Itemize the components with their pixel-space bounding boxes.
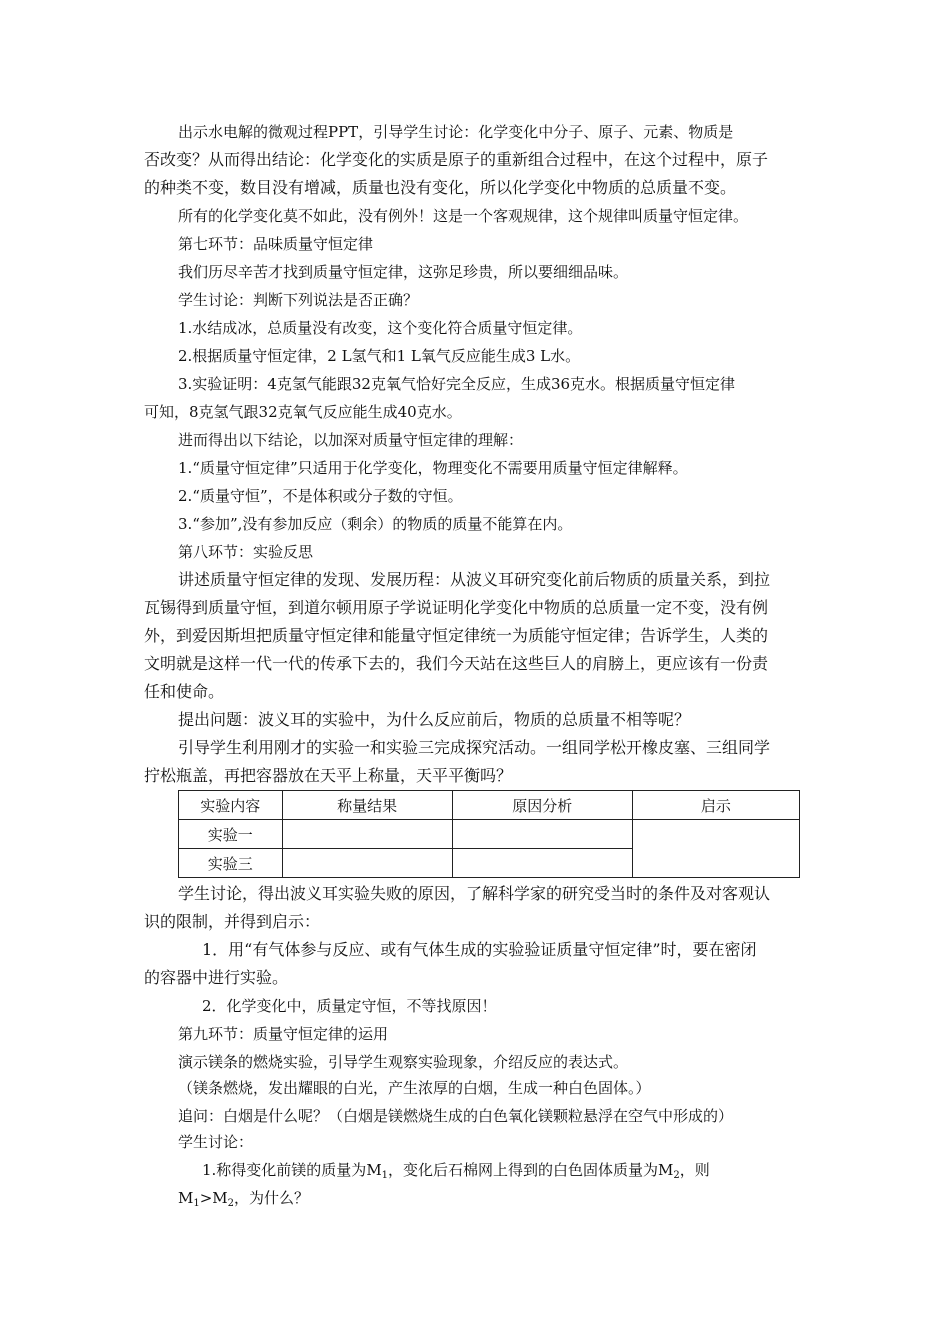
table-header-cell: 启示 (632, 791, 799, 820)
paragraph-line: 否改变？从而得出结论：化学变化的实质是原子的重新组合过程中，在这个过程中，原子 (144, 150, 769, 169)
table-row (179, 820, 800, 849)
paragraph-line: 进而得出以下结论，以加深对质量守恒定律的理解： (178, 431, 524, 449)
paragraph-line: 的种类不变，数目没有增减，质量也没有变化，所以化学变化中物质的总质量不变。 (144, 178, 737, 197)
paragraph-line: 演示镁条的燃烧实验，引导学生观察实验现象，介绍反应的表达式。 (178, 1053, 629, 1071)
list-item: 3.“参加”,没有参加反应（剩余）的物质的质量不能算在内。 (178, 515, 573, 533)
paragraph-line: （镁条燃烧，发出耀眼的白光，产生浓厚的白烟，生成一种白色固体。） (178, 1079, 651, 1097)
paragraph-line: 文明就是这样一代一代的传承下去的，我们今天站在这些巨人的肩膀上，更应该有一份责 (144, 654, 769, 673)
list-item: 2．化学变化中，质量定守恒，不等找原因！ (202, 997, 497, 1015)
list-item: 1.水结成冰，总质量没有改变，这个变化符合质量守恒定律。 (178, 319, 583, 337)
paragraph-line: 学生讨论：判断下列说法是否正确？ (178, 291, 419, 309)
list-item: 的容器中进行实验。 (144, 968, 289, 987)
section-heading: 第七环节：品味质量守恒定律 (178, 235, 374, 253)
subscript: 2 (673, 1170, 680, 1181)
paragraph-line: 外，到爱因斯坦把质量守恒定律和能量守恒定律统一为质能守恒定律；告诉学生，人类的 (144, 626, 769, 645)
list-item-mass-cont (178, 1188, 309, 1214)
paragraph-line: 提出问题：波义耳的实验中，为什么反应前后，物质的总质量不相等呢？ (178, 710, 691, 729)
paragraph-line: 我们历尽辛苦才找到质量守恒定律，这弥足珍贵，所以要细细品味。 (178, 263, 629, 281)
paragraph-line: 所有的化学变化莫不如此，没有例外！这是一个客观规律，这个规律叫质量守恒定律。 (178, 207, 749, 225)
table-header-cell: 称量结果 (282, 791, 452, 820)
paragraph-line: 引导学生利用刚才的实验一和实验三完成探究活动。一组同学松开橡皮塞、三组同学 (178, 738, 771, 757)
list-item-mass (202, 1160, 710, 1186)
list-item: 1．用“有气体参与反应、或有气体生成的实验验证质量守恒定律”时，要在密闭 (202, 940, 757, 959)
table-header-row (179, 791, 800, 820)
text-segment: M (178, 1189, 194, 1207)
paragraph-line: 识的限制，并得到启示： (144, 912, 321, 931)
paragraph-line: 任和使命。 (144, 682, 225, 701)
table-row-label: 实验三 (179, 849, 283, 878)
table-cell (282, 849, 452, 878)
text-segment: >M (199, 1189, 228, 1207)
table-cell (282, 820, 452, 849)
paragraph-line: 学生讨论，得出波义耳实验失败的原因，了解科学家的研究受当时的条件及对客观认 (178, 884, 771, 903)
list-item: 可知，8克氢气跟32克氧气反应能生成40克水。 (144, 403, 462, 421)
list-item: 1.“质量守恒定律”只适用于化学变化，物理变化不需要用质量守恒定律解释。 (178, 459, 688, 477)
paragraph-line: 讲述质量守恒定律的发现、发展历程：从波义耳研究变化前后物质的质量关系，到拉 (178, 570, 771, 589)
text-segment: ，为什么？ (234, 1189, 310, 1207)
table-cell (452, 849, 632, 878)
paragraph-line: 学生讨论： (178, 1133, 254, 1151)
table-header-cell: 实验内容 (179, 791, 283, 820)
text-segment: ，则 (679, 1161, 710, 1179)
subscript: 1 (381, 1170, 389, 1181)
subscript: 2 (227, 1198, 235, 1209)
text-segment: 1.称得变化前镁的质量为M (202, 1161, 382, 1179)
paragraph-line: 追问：白烟是什么呢？（白烟是镁燃烧生成的白色氧化镁颗粒悬浮在空气中形成的） (178, 1107, 734, 1125)
table-cell-merged (632, 820, 799, 878)
list-item: 3.实验证明：4克氢气能跟32克氧气恰好完全反应，生成36克水。根据质量守恒定律 (178, 375, 736, 393)
paragraph-line: 出示水电解的微观过程PPT，引导学生讨论：化学变化中分子、原子、元素、物质是 (178, 123, 734, 141)
text-segment: ，变化后石棉网上得到的白色固体质量为M (388, 1161, 674, 1179)
list-item: 2.根据质量守恒定律，2 L氢气和1 L氧气反应能生成3 L水。 (178, 347, 581, 365)
table-header-cell: 原因分析 (452, 791, 632, 820)
experiment-table (178, 790, 800, 878)
paragraph-line: 瓦锡得到质量守恒，到道尔顿用原子学说证明化学变化中物质的总质量一定不变，没有例 (144, 598, 769, 617)
table-row-label: 实验一 (179, 820, 283, 849)
table-cell (452, 820, 632, 849)
section-heading: 第八环节：实验反思 (178, 543, 314, 561)
list-item: 2.“质量守恒”，不是体积或分子数的守恒。 (178, 487, 463, 505)
paragraph-line: 拧松瓶盖，再把容器放在天平上称量，天平平衡吗？ (144, 766, 513, 785)
section-heading: 第九环节：质量守恒定律的运用 (178, 1025, 389, 1043)
subscript: 1 (193, 1198, 200, 1209)
